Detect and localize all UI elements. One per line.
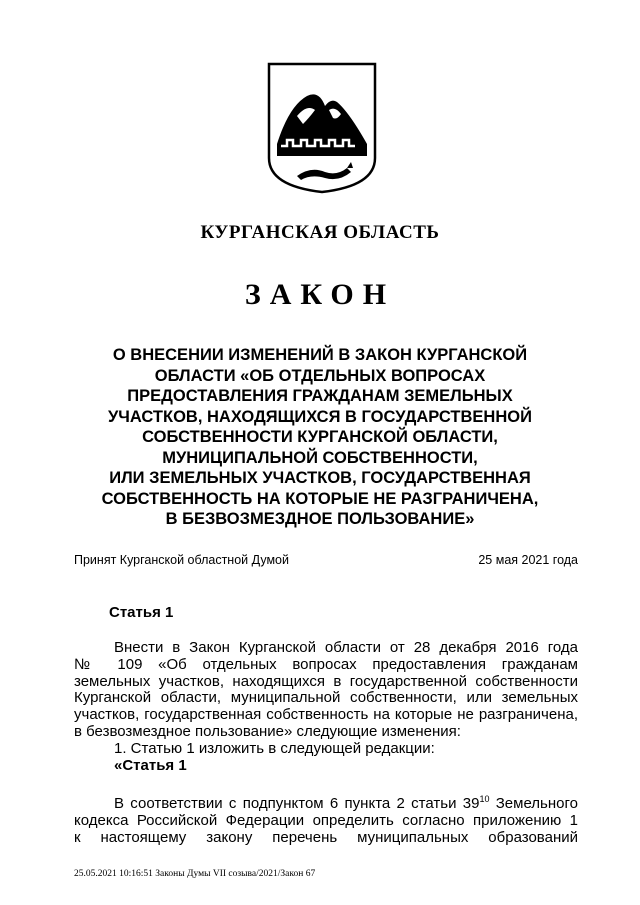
document-footer: 25.05.2021 10:16:51 Законы Думы VII созыва/2021/Закон 67 xyxy=(74,869,316,879)
list-item: 1. Статью 1 изложить в следующей редакции: xyxy=(114,739,435,757)
document-type: ЗАКОН xyxy=(244,278,396,311)
law-title xyxy=(70,345,570,530)
paragraph-line: земельных участков, находящихся в государственной собственности xyxy=(74,672,578,690)
paragraph-line: в безвозмездное пользование» следующие изменения: xyxy=(74,722,461,740)
article-heading: Статья 1 xyxy=(109,604,174,621)
title-line: МУНИЦИПАЛЬНОЙ СОБСТВЕННОСТИ, xyxy=(162,448,478,467)
paragraph-line: участков, государственная собственность на которые не разграничена, xyxy=(74,706,578,724)
paragraph-line: кодекса Российской Федерации определить согласно приложению 1 xyxy=(74,811,578,829)
paragraph-line xyxy=(74,796,578,813)
text-segment: В соответствии с подпунктом 6 пункта 2 статьи 39 xyxy=(114,795,480,812)
quoted-article-heading: «Статья 1 xyxy=(114,756,187,774)
title-line: УЧАСТКОВ, НАХОДЯЩИХСЯ В ГОСУДАРСТВЕННОЙ xyxy=(108,407,532,426)
paragraph-line: № 109 «Об отдельных вопросах предоставления гражданам xyxy=(74,655,578,673)
title-line: ИЛИ ЗЕМЕЛЬНЫХ УЧАСТКОВ, ГОСУДАРСТВЕННАЯ xyxy=(109,469,531,487)
adopted-by: Принят Курганской областной Думой xyxy=(74,553,289,567)
article-paragraph xyxy=(74,640,578,774)
adoption-date: 25 мая 2021 года xyxy=(478,553,578,567)
title-line: СОБСТВЕННОСТИ КУРГАНСКОЙ ОБЛАСТИ, xyxy=(142,428,498,446)
article-paragraph xyxy=(74,796,578,846)
title-line: О ВНЕСЕНИИ ИЗМЕНЕНИЙ В ЗАКОН КУРГАНСКОЙ xyxy=(112,346,528,364)
region-name: КУРГАНСКАЯ ОБЛАСТЬ xyxy=(200,222,440,243)
superscript: 10 xyxy=(479,794,490,804)
paragraph-line: Курганской области, муниципальной собственности, или земельных xyxy=(74,689,578,707)
paragraph-line: Внести в Закон Курганской области от 28 декабря 2016 года xyxy=(114,639,578,656)
title-line: ПРЕДОСТАВЛЕНИЯ ГРАЖДАНАМ ЗЕМЕЛЬНЫХ xyxy=(127,387,513,405)
text-segment: Земельного xyxy=(489,795,578,812)
title-line: ОБЛАСТИ «ОБ ОТДЕЛЬНЫХ ВОПРОСАХ xyxy=(154,366,486,385)
paragraph-line: к настоящему закону перечень муниципальных образований xyxy=(74,828,578,846)
title-line: В БЕЗВОЗМЕЗДНОЕ ПОЛЬЗОВАНИЕ» xyxy=(165,510,475,528)
title-line: СОБСТВЕННОСТЬ НА КОТОРЫЕ НЕ РАЗГРАНИЧЕНА, xyxy=(101,489,539,508)
coat-of-arms-emblem xyxy=(267,62,377,194)
